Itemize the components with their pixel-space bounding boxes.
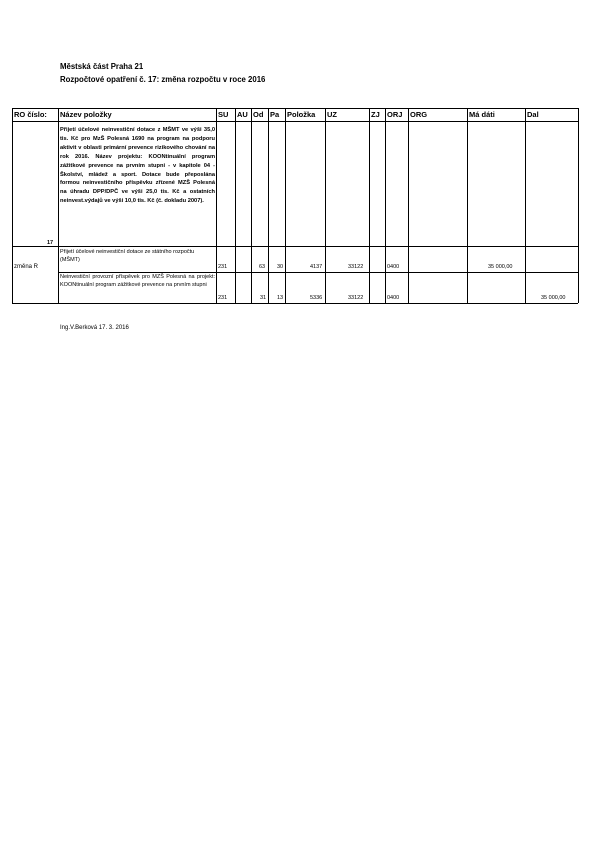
col-header-orj: ORJ [387,110,403,119]
sub-row-2-uz: 33122 [348,295,364,301]
sub-row-2-pa: 13 [277,295,284,301]
sub-row-1-su: 231 [218,264,228,270]
col-header-au: AU [237,110,248,119]
change-label: změna R [14,264,39,270]
col-header-dal: Dal [527,110,539,119]
col-header-zj: ZJ [371,110,380,119]
sub-row-1-description: Přijetí účelové neinvestiční dotace ze státního rozpočtu (MŠMT) [60,249,195,263]
sub-row-1-ma-dati: 35 000,00 [488,264,513,270]
col-header-su: SU [218,110,229,119]
main-row-description: Přijetí účelové neinvestiční dotace z MŠMT ve výši 35,0 tis. Kč pro MzŠ Polesná 1690 na program na podporu aktivit v oblasti primární prevence rizikového chování na rok 2016. Název projektu: KOONtinuální program zážitkové prevence na prvním stupni - v kapitole 04 - Školství, mládež a sport. Dotace bude přeposlána formou neinvestičního příspěvku zřízené MZŠ Polesná na úhradu DPP/DPČ ve výši 25,0 tis. Kč a ostatních neinvest.výdajů ve výši 10,0 tis. Kč (č. dokladu 2007). [60,127,215,205]
col-header-polozka: Položka [287,110,316,119]
header-title: Rozpočtové opatření č. 17: změna rozpočtu v roce 2016 [60,74,266,84]
footer-signature: Ing.V.Berková 17. 3. 2016 [60,325,129,331]
sub-row-2-dal: 35 000,00 [541,295,566,301]
sub-row-1-pa: 30 [277,264,284,270]
col-header-ma-dati: Má dáti [469,110,495,119]
sub-row-1-uz: 33122 [348,264,364,270]
sub-row-2-polozka: 5336 [310,295,323,301]
main-row-number: 17 [47,240,54,246]
col-header-org: ORG [410,110,428,119]
col-header-ro-cislo: RO číslo: [14,110,47,119]
col-header-od: Od [253,110,264,119]
col-header-pa: Pa [270,110,280,119]
header-municipality: Městská část Praha 21 [60,62,144,71]
sub-row-2-su: 231 [218,295,228,301]
sub-row-1-orj: 0400 [387,264,400,270]
sub-row-1-od: 63 [259,264,266,270]
sub-row-2-description: Neinvestiční provozní příspěvek pro MZŠ Polesná na projekt: KOONtinuální program zážitkové prevence na prvním stupni [60,274,215,288]
sub-row-1-polozka: 4137 [310,264,323,270]
document-header [60,61,265,86]
col-header-nazev-polozky: Název položky [60,110,112,119]
sub-row-2-od: 31 [260,295,267,301]
col-header-uz: UZ [327,110,337,119]
sub-row-2-orj: 0400 [387,295,400,301]
